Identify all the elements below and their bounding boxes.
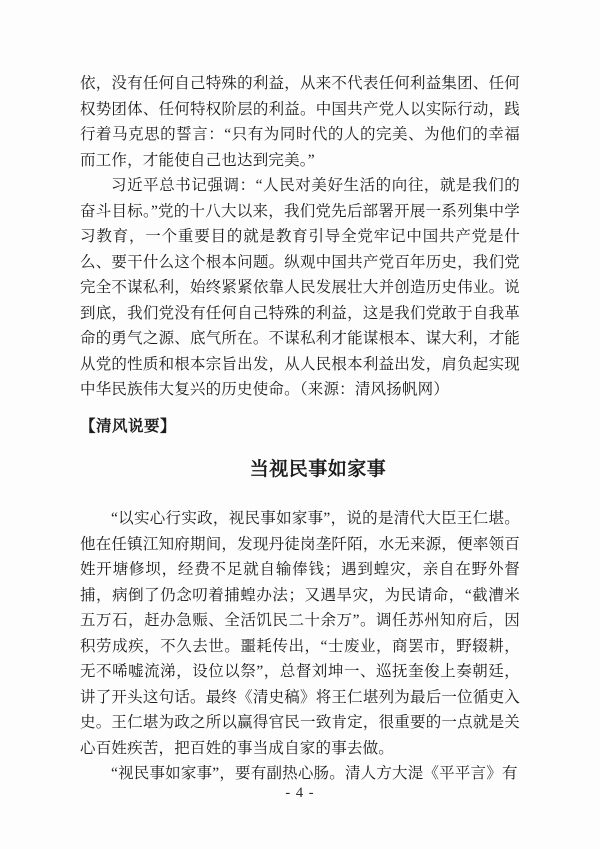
paragraph-continuation: 依，没有任何自己特殊的利益，从来不代表任何利益集团、任何权势团体、任何特权阶层的利益。中国共产党人以实际行动，践行着马克思的誓言：“只有为同时代的人的完美、为他们的幸福而工作，才能使自己也达到完美。” xyxy=(80,75,520,169)
section-header: 【清风说要】 xyxy=(80,417,177,435)
article-paragraph-1: “以实心行实政，视民事如家事”，说的是清代大臣王仁堪。他在任镇江知府期间，发现丹徒岗垄阡陌，水无来源，便率领百姓开塘修坝，经费不足就自输俸钱；遇到蝗灾，亲自在野外督捕，病倒了仍念叨着捕蝗办法；又遇旱灾，为民请命，“截漕米五万石，赶办急赈、全活饥民二十余万”。调任苏州知府后，因积劳成疾，不久去世。噩耗传出，“士废业，商罢市，野辍耕，无不唏嘘流涕，设位以祭”，总督刘坤一、巡抚奎俊上奏朝廷，讲了开头这句话。最终《清史稿》将王仁堪列为最后一位循吏入史。王仁堪为政之所以赢得官民一致肯定，很重要的一点就是关心百姓疾苦，把百姓的事当成自家的事去做。 xyxy=(80,510,520,757)
article-title: 当视民事如家事 xyxy=(249,459,387,480)
page-number: - 4 - xyxy=(285,785,315,801)
paragraph-quote-xi: 习近平总书记强调：“人民对美好生活的向往，就是我们的奋斗目标。”党的十八大以来，我们党先后部署开展一系列集中学习教育，一个重要目的就是教育引导全党牢记中国共产党是什么、要干什么这个根本问题。纵观中国共产党百年历史，我们党完全不谋私利，始终紧紧依靠人民发展壮大并创造历史伟业。说到底，我们党没有任何自己特殊的利益，这是我们党敢于自我革命的勇气之源、底气所在。不谋私利才能谋根本、谋大利，才能从党的性质和根本宗旨出发，从人民根本利益出发，肩负起实现中华民族伟大复兴的历史使命。（来源：清风扬帆网） xyxy=(80,177,520,398)
article-paragraph-2: “视民事如家事”，要有副热心肠。清人方大湜《平平言》有 xyxy=(111,765,518,782)
